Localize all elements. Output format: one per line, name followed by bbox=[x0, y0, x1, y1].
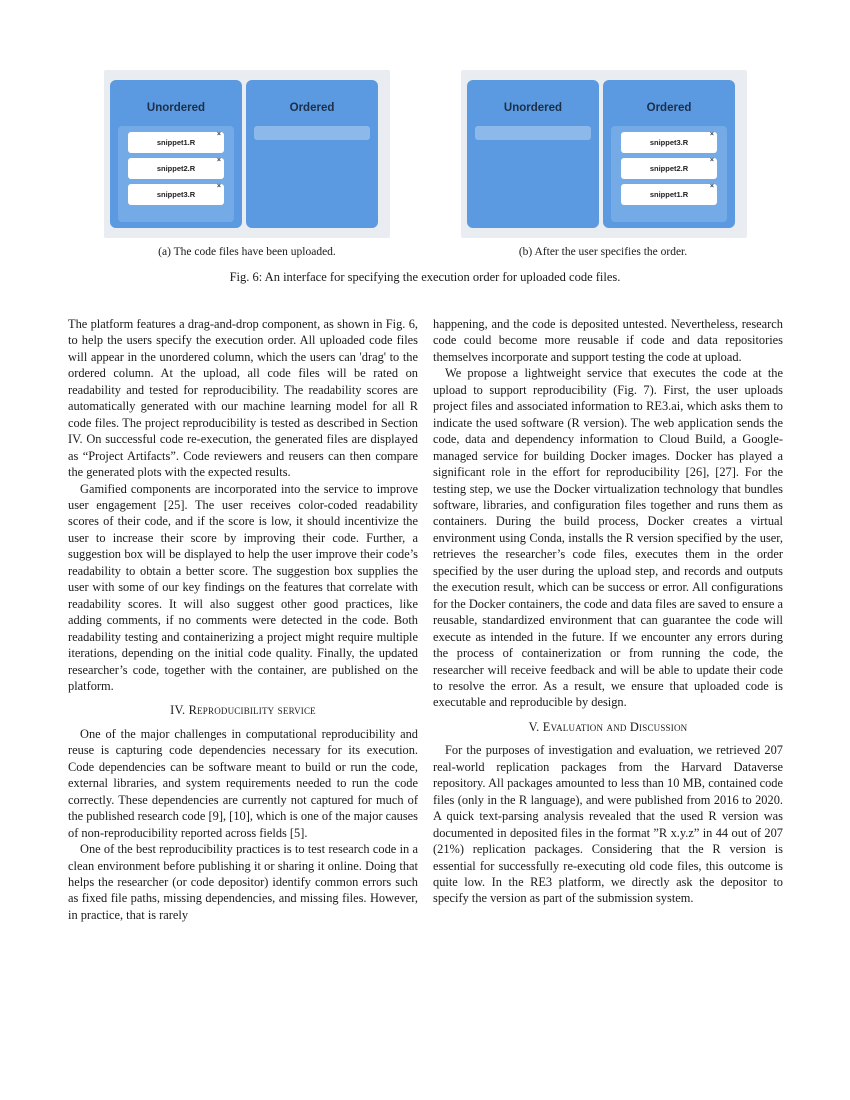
body-paragraph: We propose a lightweight service that executes the code at the upload to support reproducibility (Fig. 7). First, the user uploads project files and associated information to RE3.ai, which asks them to indicate the used software (R version). The web application sends the code, data and dependency information to Cloud Build, a Google-managed service for building Docker images. Docker has played a significant role in the effort for reproducibility [26], [27]. For the testing step, we use the Docker virtualization technology that bundles software, libraries, and configuration files together and runs them as containers. During the build process, Docker creates a virtual environment using Conda, installs the R version specified by the user, retrieves the researcher’s code files, executes them in the order specified by the user during the upload step, and records and outputs the execution result, which can be success or error. All configurations for the Docker containers, the code and data files are saved to ensure a reusable, standardized environment that can guarantee the code will execute as intended in the future. If we encounter any errors during the process of containerization or from running the code, the researcher will receive feedback and will be able to update their code to resolve the error. As a result, we ensure that uploaded code is executable and reproducible by design. bbox=[433, 366, 783, 710]
snippet-label: snippet3.R bbox=[649, 138, 689, 147]
snippet-card[interactable] bbox=[621, 132, 717, 153]
body-paragraph: One of the best reproducibility practices is to test research code in a clean environment before publishing it or sharing it online. Doing that helps the researcher (or code depositor) identify common errors such as fixed file paths, missing dependencies, and missing files. However, in practice, that is rarely bbox=[68, 842, 418, 922]
section-title: Reproducibility service bbox=[188, 703, 316, 718]
figure-caption: Fig. 6: An interface for specifying the execution order for uploaded code files. bbox=[229, 270, 621, 284]
remove-icon[interactable]: × bbox=[216, 183, 221, 190]
section-title: Evaluation and Discussion bbox=[542, 719, 688, 734]
figure-panel-b bbox=[461, 70, 747, 238]
ordered-column bbox=[603, 80, 735, 228]
ordered-column bbox=[246, 80, 378, 228]
right-text-column bbox=[433, 316, 783, 907]
section-heading bbox=[433, 719, 783, 735]
ordered-drop-zone[interactable] bbox=[254, 126, 370, 140]
unordered-drop-zone[interactable] bbox=[118, 126, 234, 222]
snippet-label: snippet1.R bbox=[649, 190, 689, 199]
unordered-column-title: Unordered bbox=[146, 102, 206, 114]
unordered-column bbox=[110, 80, 242, 228]
remove-icon[interactable]: × bbox=[216, 131, 221, 138]
body-paragraph: Gamified components are incorporated into the service to improve user engagement [25]. The user receives color-coded readability scores of their code, and if the score is low, it should incentivize the user to increase their score by improving their code. Further, a suggestion box will be displayed to help the user improve their code’s readability to obtain a better score. The suggestion box supplies the user with some of our key findings on the features that correlate with readability scores. It will also suggest other good practices, like adding comments, if no comments were detected in the code. Both readability testing and containerizing a project might require multiple iterations, depending on the initial code quality. Finally, the updated researcher’s code, together with the container, are published on the platform. bbox=[68, 481, 418, 693]
snippet-card[interactable] bbox=[128, 132, 224, 153]
body-paragraph: The platform features a drag-and-drop component, as shown in Fig. 6, to help the users specify the execution order. All uploaded code files will appear in the unordered column, which the users can 'drag' to the ordered column. At the upload, all code files will be rated on readability and tested for reproducibility. The readability scores are automatically generated with our machine learning model for all R code files. The project reproducibility is tested as described in Section IV. On successful code re-execution, the generated files are displayed as “Project Artifacts”. Code reviewers and reusers can then compare the generated plots with the expected results. bbox=[68, 317, 418, 480]
unordered-column bbox=[467, 80, 599, 228]
remove-icon[interactable]: × bbox=[709, 131, 714, 138]
body-paragraph: One of the major challenges in computational reproducibility and reuse is capturing code dependencies necessary for its execution. Code dependencies can be software meant to build or run the code, external libraries, and system requirements needed to run the code correctly. These dependencies are currently not captured for much of the published research code [9], [10], which is one of the major causes of non-reproducibility reported across fields [5]. bbox=[68, 726, 418, 840]
section-number: IV. bbox=[170, 703, 186, 718]
subfigure-caption-a: (a) The code files have been uploaded. bbox=[158, 246, 336, 258]
ordered-drop-zone[interactable] bbox=[611, 126, 727, 222]
snippet-card[interactable] bbox=[621, 158, 717, 179]
body-paragraph: happening, and the code is deposited untested. Nevertheless, research code could become more reusable if code and data repositories themselves incorporate and support testing the code at upload. bbox=[433, 317, 783, 364]
snippet-card[interactable] bbox=[128, 184, 224, 205]
remove-icon[interactable]: × bbox=[709, 183, 714, 190]
subfigure-caption-b: (b) After the user specifies the order. bbox=[518, 246, 688, 258]
snippet-card[interactable] bbox=[621, 184, 717, 205]
ordered-column-title: Ordered bbox=[289, 102, 335, 114]
snippet-card[interactable] bbox=[128, 158, 224, 179]
snippet-label: snippet1.R bbox=[156, 138, 196, 147]
snippet-label: snippet2.R bbox=[649, 164, 689, 173]
section-heading bbox=[68, 702, 418, 718]
section-number: V. bbox=[528, 719, 540, 734]
unordered-column-title: Unordered bbox=[503, 102, 563, 114]
ordered-column-title: Ordered bbox=[646, 102, 692, 114]
snippet-label: snippet2.R bbox=[156, 164, 196, 173]
remove-icon[interactable]: × bbox=[216, 157, 221, 164]
unordered-drop-zone[interactable] bbox=[475, 126, 591, 140]
snippet-label: snippet3.R bbox=[156, 190, 196, 199]
remove-icon[interactable]: × bbox=[709, 157, 714, 164]
figure-panel-a bbox=[104, 70, 390, 238]
left-text-column bbox=[68, 316, 418, 923]
body-paragraph: For the purposes of investigation and evaluation, we retrieved 207 real-world replication packages from the Harvard Dataverse repository. All packages amounted to less than 10 MB, contained code files (only in the R language), and were published from 2016 to 2020. A quick text-parsing analysis revealed that the used R version was documented in deposited files in the format ”R x.y.z” in 44 out of 207 (21%) replication packages. Considering that the R version is essential for successfully re-executing old code files, this outcome is quite low. In the RE3 platform, we directly ask the depositor to specify the version as part of the submission system. bbox=[433, 743, 783, 906]
